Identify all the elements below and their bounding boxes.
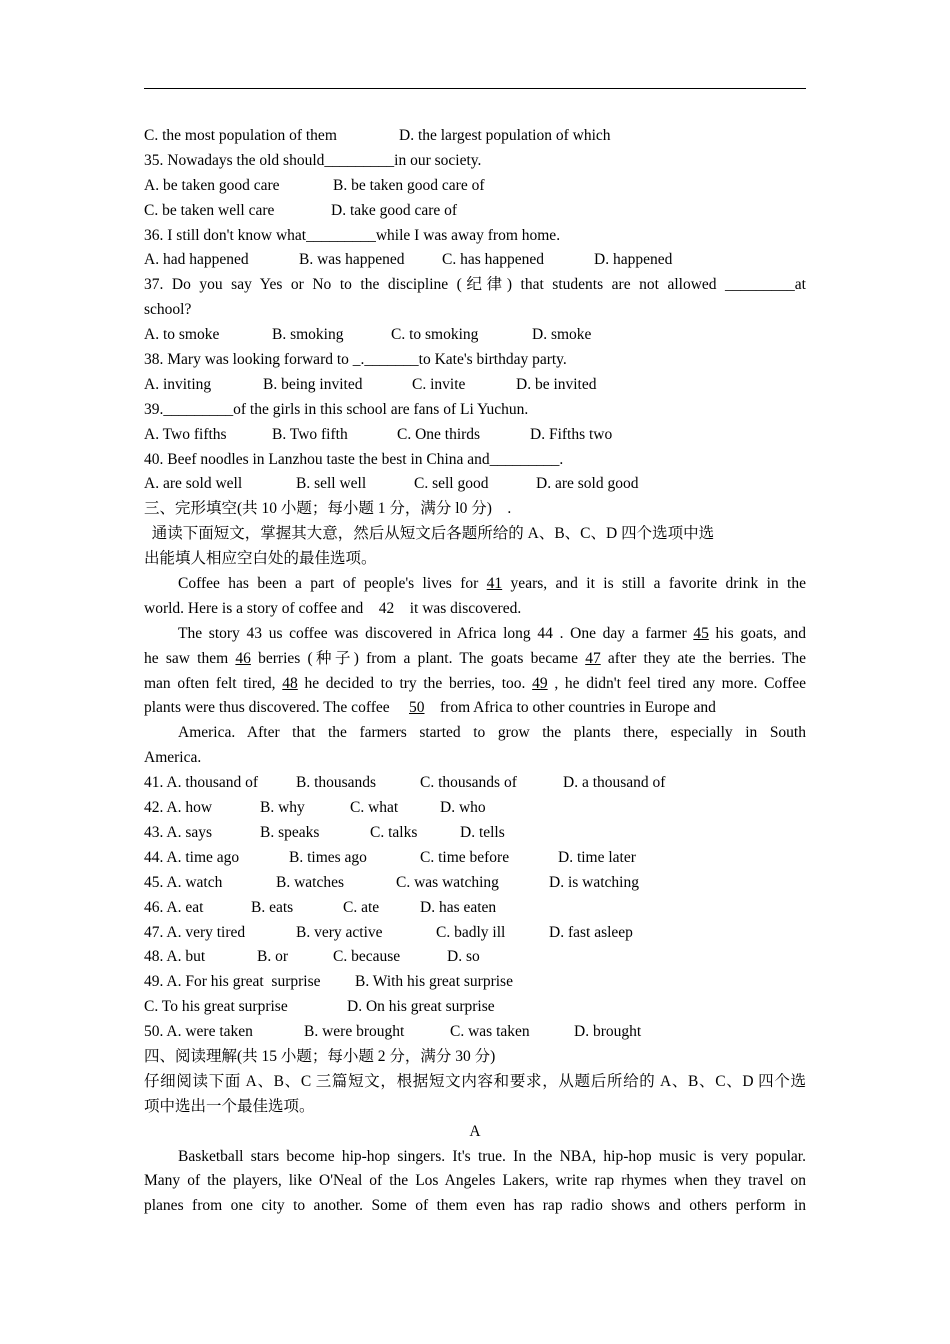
text-line: 39._________of the girls in this school are fans of Li Yuchun. <box>144 400 529 418</box>
option-item: 46. A. eat <box>144 898 204 916</box>
text-line <box>144 1145 806 1170</box>
option-row <box>144 970 806 995</box>
option-item: C. sell good <box>414 475 489 493</box>
passage-text: America. After that the farmers started to grow the plants there, especially in South <box>178 724 806 742</box>
option-item: D. who <box>440 799 486 817</box>
option-row <box>144 199 806 224</box>
option-row <box>144 771 806 796</box>
option-item: C. time before <box>420 848 510 866</box>
option-item: A. had happened <box>144 251 249 269</box>
option-item: C. To his great surprise <box>144 998 288 1016</box>
option-item: C. be taken well care <box>144 201 275 219</box>
option-item: C. what <box>350 799 399 817</box>
passage-text: plants were thus discovered. The coffee <box>144 699 409 717</box>
passage-text: planes from one city to another. Some of them even has rap radio shows and others perform in <box>144 1197 806 1215</box>
text-line <box>144 1169 806 1194</box>
option-item: 50. A. were taken <box>144 1023 253 1041</box>
option-item: A. are sold well <box>144 475 243 493</box>
option-item: D. are sold good <box>536 475 639 493</box>
passage-text: man often felt tired, <box>144 674 283 692</box>
passage-text: , he didn't feel tired any more. Coffee <box>547 674 806 692</box>
text-line: 37. Do you say Yes or No to the discipline (纪律) that students are not allowed _________at <box>144 276 806 294</box>
option-row <box>144 124 806 149</box>
passage-text: he saw them <box>144 649 236 667</box>
passage-text: The story 43 us coffee was discovered in Africa long 44 . One day a farmer <box>178 624 694 642</box>
passage-text: after they ate the berries. The <box>600 649 806 667</box>
option-item: D. is watching <box>549 873 639 891</box>
option-row <box>144 373 806 398</box>
option-item: 49. A. For his great surprise <box>144 973 321 991</box>
option-item: D. happened <box>594 251 673 269</box>
text-line <box>144 572 806 597</box>
text-line <box>144 1194 806 1219</box>
option-row <box>144 821 806 846</box>
text-line: 仔细阅读下面 A、B、C 三篇短文，根据短文内容和要求，从题后所给的 A、B、C、D 四个选 <box>144 1072 806 1090</box>
option-item: B. times ago <box>289 848 367 866</box>
text-line: 通读下面短文，掌握其大意，然后从短文后各题所给的 A、B、C、D 四个选项中选 <box>144 525 715 543</box>
option-item: D. brought <box>574 1023 642 1041</box>
option-item: C. badly ill <box>436 923 506 941</box>
option-item: B. sell well <box>296 475 367 493</box>
option-item: C. One thirds <box>397 425 481 443</box>
option-item: A. to smoke <box>144 326 220 344</box>
option-row <box>144 871 806 896</box>
option-item: D. smoke <box>532 326 592 344</box>
option-row <box>144 423 806 448</box>
header-rule <box>144 88 806 89</box>
blank-number: 50 <box>409 699 425 717</box>
passage-text: Many of the players, like O'Neal of the Los Angeles Lakers, write rap rhymes when they travel on <box>144 1172 806 1190</box>
blank-number: 46 <box>235 649 251 667</box>
option-item: C. was watching <box>396 873 499 891</box>
option-item: 47. A. very tired <box>144 923 246 941</box>
text-line: 38. Mary was looking forward to _._______to Kate's birthday party. <box>144 351 567 369</box>
option-item: 43. A. says <box>144 823 213 841</box>
option-item: D. has eaten <box>420 898 497 916</box>
option-row <box>144 1020 806 1045</box>
option-item: D. fast asleep <box>549 923 633 941</box>
option-item: B. were brought <box>304 1023 405 1041</box>
option-item: D. a thousand of <box>563 774 666 792</box>
option-item: B. speaks <box>260 823 320 841</box>
text-line <box>144 721 806 746</box>
option-item: B. was happened <box>299 251 405 269</box>
option-item: D. so <box>447 948 480 966</box>
option-item: B. or <box>257 948 288 966</box>
option-item: A. be taken good care <box>144 176 280 194</box>
option-item: 44. A. time ago <box>144 848 240 866</box>
option-item: B. With his great surprise <box>355 973 513 991</box>
text-line <box>144 647 806 672</box>
text-line: 四、阅读理解(共 15 小题；每小题 2 分，满分 30 分) <box>144 1047 496 1065</box>
text-line <box>144 696 806 721</box>
option-item: B. watches <box>276 873 345 891</box>
option-row <box>144 796 806 821</box>
text-line: 40. Beef noodles in Lanzhou taste the best in China and_________. <box>144 450 564 468</box>
exam-page-content <box>144 124 806 1219</box>
text-line: America. <box>144 749 202 767</box>
option-item: D. time later <box>558 848 636 866</box>
option-item: 45. A. watch <box>144 873 223 891</box>
option-item: D. take good care of <box>331 201 458 219</box>
option-item: D. On his great surprise <box>347 998 495 1016</box>
blank-number: 41 <box>486 575 503 593</box>
text-line: school? <box>144 301 192 319</box>
text-line <box>144 622 806 647</box>
option-item: B. why <box>260 799 305 817</box>
passage-text: from Africa to other countries in Europe and <box>424 699 716 717</box>
option-item: C. talks <box>370 823 418 841</box>
option-row <box>144 921 806 946</box>
option-item: B. eats <box>251 898 294 916</box>
option-item: 41. A. thousand of <box>144 774 259 792</box>
option-item: D. Fifths two <box>530 425 613 443</box>
option-item: C. invite <box>412 375 466 393</box>
text-line <box>144 672 806 697</box>
option-item: D. be invited <box>516 375 597 393</box>
passage-text: Coffee has been a part of people's lives for <box>178 575 487 593</box>
option-row <box>144 472 806 497</box>
passage-text: years, and it is still a favorite drink in the <box>502 575 806 593</box>
option-item: C. ate <box>343 898 380 916</box>
option-item: B. smoking <box>272 326 344 344</box>
option-item: C. the most population of them <box>144 127 337 144</box>
option-row <box>144 945 806 970</box>
passage-text: his goats, and <box>708 624 807 642</box>
option-item: C. has happened <box>442 251 545 269</box>
option-item: D. the largest population of which <box>399 127 611 144</box>
option-row <box>144 846 806 871</box>
text-line: 出能填人相应空白处的最佳选项。 <box>144 550 377 568</box>
option-item: A. Two fifths <box>144 425 227 443</box>
section-heading: A <box>469 1122 481 1140</box>
option-item: C. was taken <box>450 1023 530 1041</box>
option-item: C. thousands of <box>420 774 517 792</box>
option-item: D. tells <box>460 823 505 841</box>
passage-text: Basketball stars become hip-hop singers. It's true. In the NBA, hip-hop music is very popular. <box>178 1147 806 1165</box>
option-item: 42. A. how <box>144 799 213 817</box>
text-line: 项中选出一个最佳选项。 <box>144 1097 315 1115</box>
option-item: C. because <box>333 948 401 966</box>
option-item: 48. A. but <box>144 948 206 966</box>
blank-number: 48 <box>282 674 298 692</box>
text-line: 36. I still don't know what_________while I was away from home. <box>144 226 561 244</box>
option-item: B. thousands <box>296 774 377 792</box>
text-line: 三、完形填空(共 10 小题；每小题 1 分，满分 l0 分) . <box>144 500 512 518</box>
option-item: B. be taken good care of <box>333 176 485 194</box>
option-row <box>144 896 806 921</box>
option-row <box>144 174 806 199</box>
text-line <box>144 597 806 622</box>
passage-text: berries (种子) from a plant. The goats became <box>250 649 586 667</box>
text-line: 35. Nowadays the old should_________in our society. <box>144 151 482 169</box>
blank-number: 49 <box>532 674 548 692</box>
passage-text: world. Here is a story of coffee and 42 it was discovered. <box>144 599 522 617</box>
option-row <box>144 995 806 1020</box>
option-item: B. very active <box>296 923 383 941</box>
option-item: B. being invited <box>263 375 363 393</box>
blank-number: 47 <box>585 649 601 667</box>
option-item: A. inviting <box>144 375 212 393</box>
option-item: B. Two fifth <box>272 425 348 443</box>
option-row <box>144 323 806 348</box>
option-item: C. to smoking <box>391 326 479 344</box>
option-row <box>144 248 806 273</box>
passage-text: he decided to try the berries, too. <box>297 674 533 692</box>
blank-number: 45 <box>693 624 709 642</box>
